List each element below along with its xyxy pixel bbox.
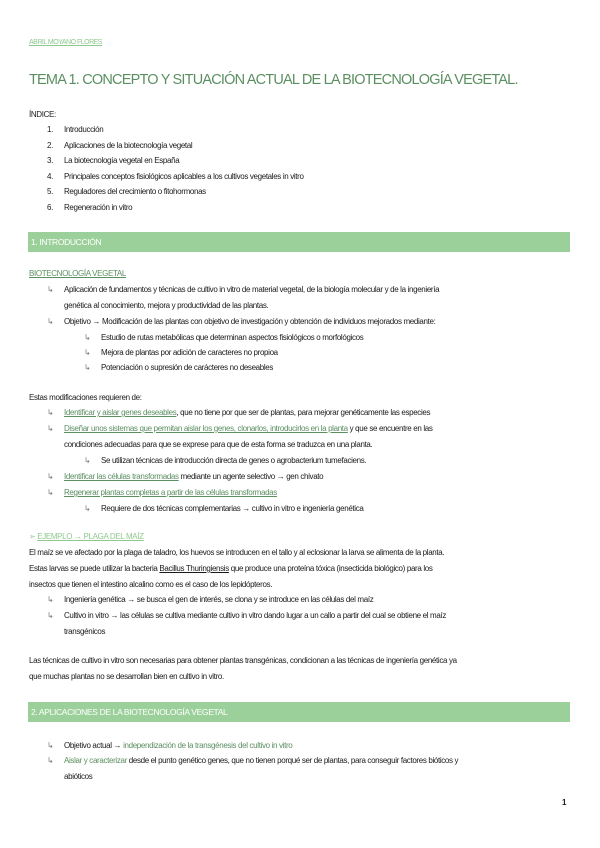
paragraph: Estas modificaciones requieren de: (29, 393, 142, 402)
bullet-text (64, 423, 572, 435)
page-number: 1 (562, 798, 567, 807)
bullet-arrow-icon: ↳ (47, 424, 54, 433)
index-number: 1. (47, 125, 53, 134)
bullet-arrow-icon: ↳ (47, 741, 54, 750)
arrow-marker-icon: ➢ (29, 532, 36, 541)
paragraph: Las técnicas de cultivo in vitro son necesarias para obtener plantas transgénicas, condicionan a las técnicas de ingeniería genética ya (29, 656, 457, 665)
bullet-arrow-icon: ↳ (47, 756, 54, 765)
bullet-text (64, 755, 572, 767)
index-number: 4. (47, 171, 53, 181)
sub-bullet-text: Mejora de plantas por adición de caracteres no propioa (101, 348, 278, 357)
highlight-link: Identificar las células transformadas (64, 472, 179, 481)
index-item[interactable]: Regeneración in vitro (64, 202, 133, 212)
bullet-arrow-icon: ↳ (84, 456, 91, 465)
bullet-text: genética al conocimiento, mejora y productividad de las plantas. (64, 301, 269, 310)
bullet-arrow-icon: ↳ (47, 317, 54, 326)
bullet-arrow-icon: ↳ (47, 611, 54, 620)
highlight-text: Aislar y caracterizar (64, 756, 127, 765)
paragraph (29, 563, 572, 575)
index-item[interactable]: Introducción (64, 125, 104, 134)
text: Objetivo actual → (64, 741, 124, 750)
bullet-arrow-icon: ↳ (47, 488, 54, 497)
bullet-text (64, 740, 572, 752)
bullet-arrow-icon: ↳ (84, 504, 91, 513)
index-number: 2. (47, 140, 53, 150)
index-item[interactable]: Principales conceptos fisiológicos aplicables a los cultivos vegetales in vitro (64, 171, 304, 181)
index-item[interactable]: La biotecnología vegetal en España (64, 156, 180, 165)
text: desde el punto genético genes, que no tienen porqué ser de plantas, para conseguir factores bióticos y (126, 756, 459, 765)
bullet-text (64, 407, 572, 419)
document-title: TEMA 1. CONCEPTO Y SITUACIÓN ACTUAL DE LA BIOTECNOLOGÍA VEGETAL. (29, 72, 518, 88)
species-name: Bacillus Thuringiensis (159, 564, 229, 573)
index-number: 5. (47, 187, 53, 196)
bullet-arrow-icon: ↳ (84, 333, 91, 342)
index-heading: ÍNDICE: (29, 110, 56, 119)
highlight-text: independización de la transgénesis del cultivo in vitro (123, 741, 293, 750)
paragraph: insectos que tienen el intestino alcalino como es el caso de los lepidópteros. (29, 580, 273, 589)
text: mediante un agente selectivo → gen chivato (178, 472, 324, 481)
bullet-text: Ingeniería genética → se busca el gen de interés, se clona y se introduce en las células del maíz (64, 595, 374, 604)
sub-bullet-text: Estudio de rutas metabólicas que determinan aspectos fisiológicos o morfológicos (101, 333, 364, 342)
bullet-arrow-icon: ↳ (47, 408, 54, 417)
bullet-arrow-icon: ↳ (84, 363, 91, 372)
sub-bullet-text: Se utilizan técnicas de introducción directa de genes o agrobacterium tumefaciens. (101, 456, 367, 465)
bullet-text: transgénicos (64, 627, 106, 636)
subheading-biotecnologia: BIOTECNOLOGÍA VEGETAL (29, 269, 126, 278)
paragraph: que muchas plantas no se desarrollan bien en cultivo in vitro. (29, 672, 224, 681)
section-header-aplicaciones: 2. APLICACIONES DE LA BIOTECNOLOGÍA VEGETAL (28, 702, 570, 722)
bullet-text: abióticos (64, 772, 93, 781)
bullet-text (64, 471, 572, 483)
bullet-arrow-icon: ↳ (47, 472, 54, 481)
index-number: 3. (47, 156, 53, 165)
highlight-link: Diseñar unos sistemas que permitan aislar los genes, clonarlos, introducirlos en la planta (64, 424, 348, 433)
bullet-text: Cultivo in vitro → las células se cultiva mediante cultivo in vitro dando lugar a un callo a partir del cual se obtiene el maíz (64, 611, 446, 620)
text: que produce una proteína tóxica (insecticida biológico) para los (228, 564, 433, 573)
index-item[interactable]: Reguladores del crecimiento o fitohormonas (64, 187, 206, 196)
section-header-introduccion: 1. INTRODUCCIÓN (28, 232, 570, 252)
highlight-link: Identificar y aislar genes deseables (64, 408, 177, 417)
text: y que se encuentre en las (347, 424, 433, 433)
sub-bullet-text: Potenciación o supresión de carácteres no deseables (101, 363, 274, 372)
example-heading (29, 531, 572, 543)
text: Estas larvas se puede utilizar la bacteria (29, 564, 160, 573)
index-item[interactable]: Aplicaciones de la biotecnología vegetal (64, 140, 193, 150)
bullet-arrow-icon: ↳ (84, 348, 91, 357)
example-title: EJEMPLO → PLAGA DEL MAÍZ (37, 532, 144, 541)
bullet-text: Aplicación de fundamentos y técnicas de cultivo in vitro de material vegetal, de la biología molecular y de la ingeniería (64, 285, 440, 294)
bullet-text: Objetivo → Modificación de las plantas con objetivo de investigación y obtención de individuos mejorados mediante: (64, 317, 436, 326)
highlight-link: Regenerar plantas completas a partir de las células transformadas (64, 488, 277, 497)
bullet-arrow-icon: ↳ (47, 595, 54, 604)
author-name: ABRIL MOYANO FLORES (29, 39, 102, 46)
bullet-arrow-icon: ↳ (47, 285, 54, 294)
paragraph: El maíz se ve afectado por la plaga de taladro, los huevos se introducen en el tallo y al eclosionar la larva se alimenta de la planta. (29, 548, 445, 557)
text: , que no tiene por que ser de plantas, para mejorar genéticamente las especies (176, 408, 431, 417)
index-number: 6. (47, 202, 53, 212)
sub-bullet-text: Requiere de dos técnicas complementarias → cultivo in vitro e ingeniería genética (101, 504, 364, 513)
bullet-text: condiciones adecuadas para que se exprese para que de esta forma se traduzca en una planta. (64, 440, 373, 449)
